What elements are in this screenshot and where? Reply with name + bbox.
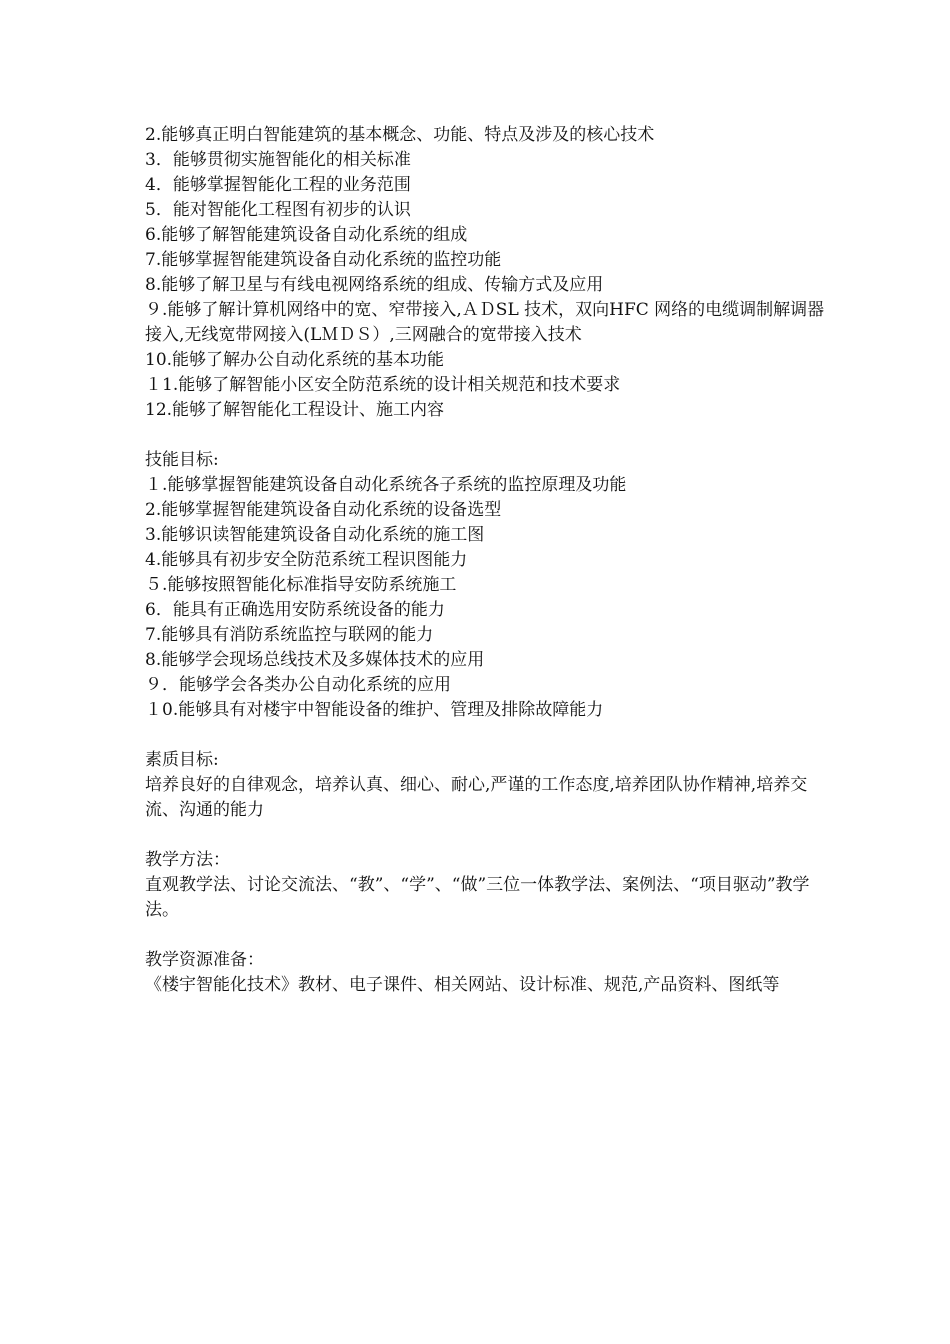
quality-objectives-text: 培养良好的自律观念，培养认真、细心、耐心,严谨的工作态度,培养团队协作精神,培养交流、沟通的能力 (145, 775, 808, 820)
knowledge-item-5: 5．能对智能化工程图有初步的认识 (145, 200, 411, 220)
skill-item-1: １.能够掌握智能建筑设备自动化系统各子系统的监控原理及功能 (145, 475, 627, 495)
knowledge-item-7: 7.能够掌握智能建筑设备自动化系统的监控功能 (145, 250, 502, 270)
document-page (145, 123, 825, 998)
skill-item-9: ９．能够学会各类办公自动化系统的应用 (145, 675, 451, 695)
skill-item-4: 4.能够具有初步安全防范系统工程识图能力 (145, 550, 468, 570)
knowledge-objectives-list (145, 123, 825, 423)
knowledge-item-8: 8.能够了解卫星与有线电视网络系统的组成、传输方式及应用 (145, 275, 604, 295)
teaching-resources-section (145, 948, 825, 998)
quality-objectives-heading: 素质目标: (145, 750, 219, 770)
skill-item-10: １0.能够具有对楼宇中智能设备的维护、管理及排除故障能力 (145, 700, 604, 720)
teaching-resources-text: 《楼宇智能化技术》教材、电子课件、相关网站、设计标准、规范,产品资料、图纸等 (145, 975, 780, 995)
teaching-methods-text: 直观教学法、讨论交流法、“教”、“学”、“做”三位一体教学法、案例法、“项目驱动”教学法。 (145, 875, 810, 920)
skill-item-8: 8.能够学会现场总线技术及多媒体技术的应用 (145, 650, 485, 670)
knowledge-item-12: 12.能够了解智能化工程设计、施工内容 (145, 400, 445, 420)
quality-objectives-section (145, 748, 825, 823)
skill-item-3: 3.能够识读智能建筑设备自动化系统的施工图 (145, 525, 485, 545)
skill-objectives-section (145, 448, 825, 723)
skill-item-5: ５.能够按照智能化标准指导安防系统施工 (145, 575, 457, 595)
skill-item-6: 6．能具有正确选用安防系统设备的能力 (145, 600, 445, 620)
knowledge-item-11: １1.能够了解智能小区安全防范系统的设计相关规范和技术要求 (145, 375, 621, 395)
knowledge-item-4: 4．能够掌握智能化工程的业务范围 (145, 175, 411, 195)
knowledge-item-10: 10.能够了解办公自动化系统的基本功能 (145, 350, 445, 370)
teaching-methods-section (145, 848, 825, 923)
skill-item-2: 2.能够掌握智能建筑设备自动化系统的设备选型 (145, 500, 502, 520)
section-gap (145, 423, 825, 448)
skill-objectives-heading: 技能目标: (145, 450, 219, 470)
knowledge-item-2: 2.能够真正明白智能建筑的基本概念、功能、特点及涉及的核心技术 (145, 125, 655, 145)
section-gap (145, 923, 825, 948)
section-gap (145, 823, 825, 848)
knowledge-item-9: ９.能够了解计算机网络中的宽、窄带接入,ＡＤSL 技术，双向HFC 网络的电缆调制解调器接入,无线宽带网接入(LＭＤＳ）,三网融合的宽带接入技术 (145, 300, 825, 345)
knowledge-item-6: 6.能够了解智能建筑设备自动化系统的组成 (145, 225, 468, 245)
teaching-resources-heading: 教学资源准备： (145, 950, 264, 970)
section-gap (145, 723, 825, 748)
knowledge-item-3: 3．能够贯彻实施智能化的相关标准 (145, 150, 411, 170)
teaching-methods-heading: 教学方法： (145, 850, 230, 870)
skill-item-7: 7.能够具有消防系统监控与联网的能力 (145, 625, 434, 645)
